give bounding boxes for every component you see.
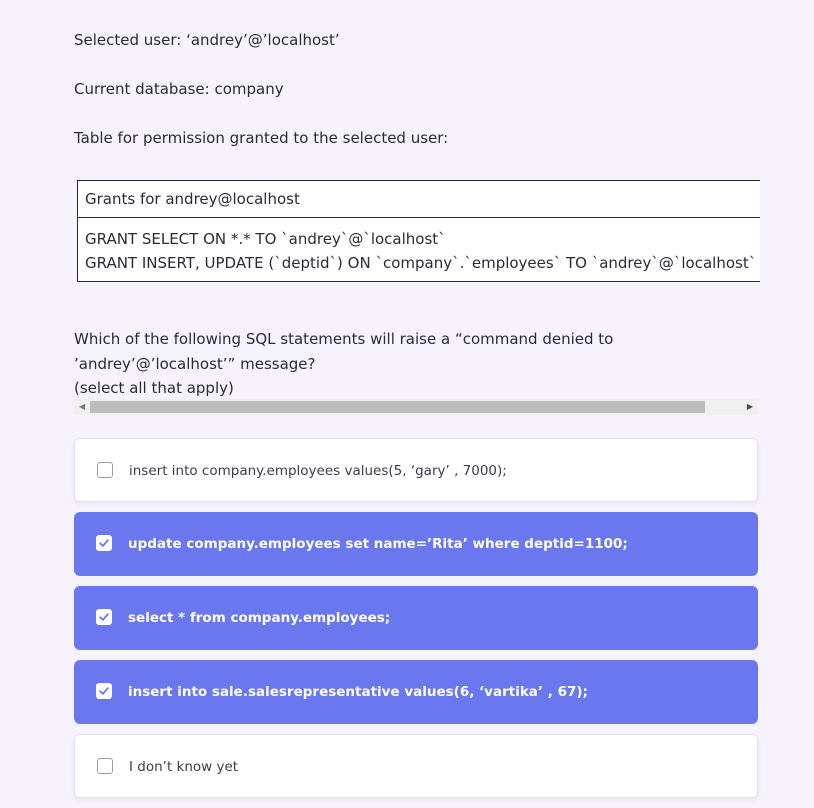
question-line: ’andrey’@’localhost’” message? — [74, 354, 316, 373]
answer-option[interactable] — [74, 734, 758, 798]
answer-option-label: insert into company.employees values(5, ‘gary’ , 7000); — [129, 463, 507, 479]
grant-row: GRANT INSERT, UPDATE (`deptid`) ON `company`.`employees` TO `andrey`@`localhost` — [85, 254, 757, 272]
checkmark-icon — [98, 611, 110, 623]
answer-option[interactable] — [74, 438, 758, 502]
question-hint: (select all that apply) — [74, 379, 234, 397]
horizontal-scrollbar[interactable] — [74, 399, 758, 415]
answer-option-label: select * from company.employees; — [128, 610, 391, 626]
scroll-right-arrow-icon[interactable]: ▶ — [746, 402, 754, 411]
grants-table-body — [78, 218, 760, 275]
table-intro-text: Table for permission granted to the selected user: — [74, 129, 449, 147]
answer-option[interactable] — [74, 660, 758, 724]
answer-option[interactable] — [74, 586, 758, 650]
checkbox-unchecked-icon[interactable] — [97, 462, 113, 478]
checkbox-checked-icon[interactable] — [96, 609, 112, 625]
grants-table — [77, 180, 760, 282]
grants-table-header: Grants for andrey@localhost — [78, 181, 760, 218]
answer-option-label: I don’t know yet — [129, 759, 239, 775]
scroll-left-arrow-icon[interactable]: ◀ — [78, 402, 86, 411]
checkbox-checked-icon[interactable] — [96, 535, 112, 551]
answer-option-label: update company.employees set name=’Rita’ where deptid=1100; — [128, 536, 628, 552]
answer-option[interactable] — [74, 512, 758, 576]
selected-user-text: Selected user: ‘andrey’@’localhost’ — [74, 31, 340, 49]
grant-row: GRANT SELECT ON *.* TO `andrey`@`localhost` — [85, 230, 446, 248]
answer-option-label: insert into sale.salesrepresentative values(6, ‘vartika’ , 67); — [128, 684, 588, 700]
answer-options — [74, 438, 758, 808]
grants-table-inner — [78, 181, 760, 275]
checkmark-icon — [98, 685, 110, 697]
checkmark-icon — [98, 537, 110, 549]
scrollbar-thumb[interactable] — [90, 401, 705, 413]
question-line: Which of the following SQL statements will raise a “command denied to — [74, 330, 614, 348]
checkbox-unchecked-icon[interactable] — [97, 758, 113, 774]
current-database-text: Current database: company — [74, 80, 284, 98]
question-text — [74, 327, 634, 401]
checkbox-checked-icon[interactable] — [96, 683, 112, 699]
